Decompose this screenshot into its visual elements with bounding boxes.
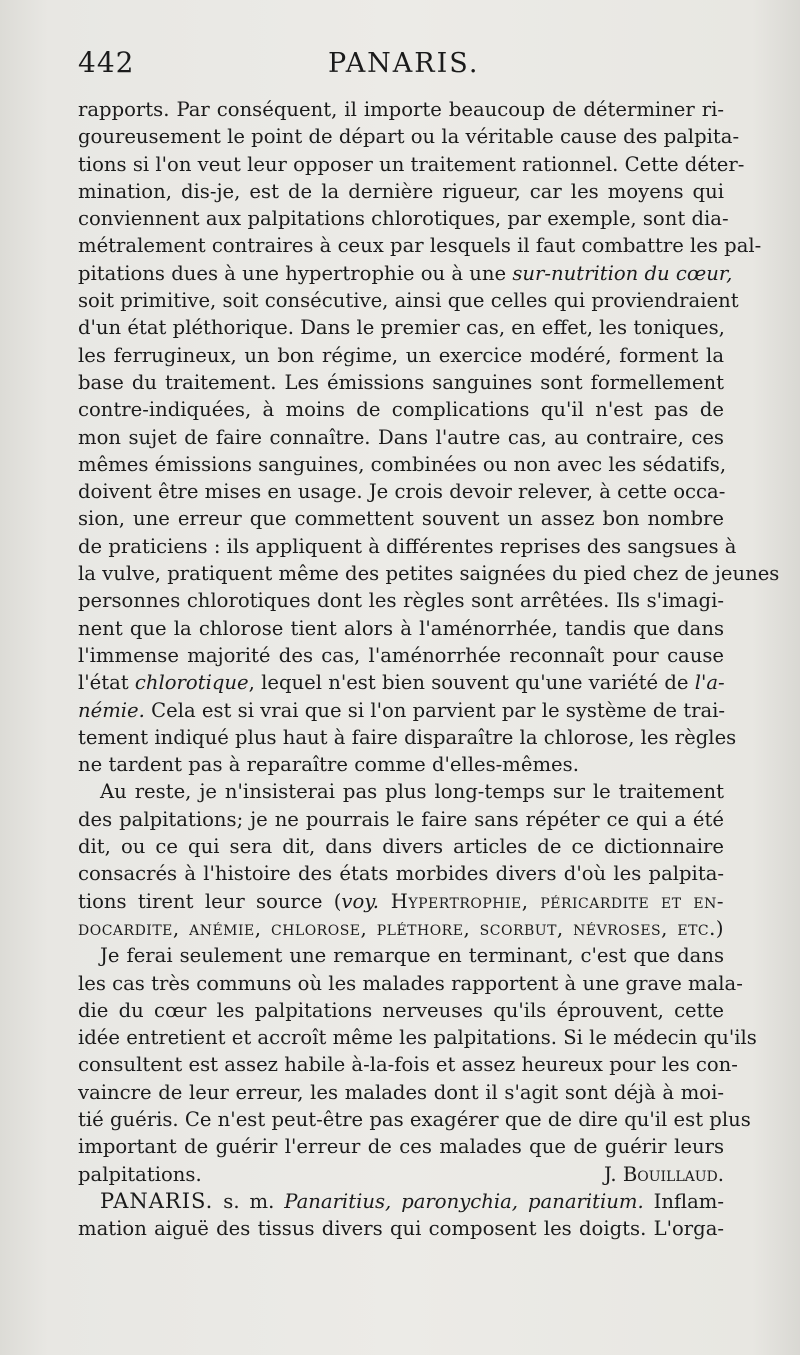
- text-line: [78, 888, 724, 915]
- text-run: , lequel n'est bien souvent qu'une variété de: [248, 671, 695, 695]
- page-header: [78, 46, 720, 82]
- text-line: tié guéris. Ce n'est peut-être pas exagérer que de dire qu'il est plus: [78, 1107, 751, 1131]
- text-line: Au reste, je n'insisterai pas plus long-temps sur le traitement: [100, 780, 724, 804]
- italic-phrase: l'a-: [694, 671, 725, 695]
- text-line: l'immense majorité des cas, l'aménorrhée reconnaît pour cause: [78, 643, 724, 667]
- italic-phrase: Panaritius, paronychia, panaritium.: [284, 1189, 644, 1213]
- text-line: Je ferai seulement une remarque en terminant, c'est que dans: [100, 944, 724, 968]
- text-line: goureusement le point de départ ou la véritable cause des palpita-: [78, 125, 740, 149]
- text-line: rapports. Par conséquent, il importe beaucoup de déterminer ri-: [78, 98, 724, 121]
- text-line: [78, 669, 724, 696]
- italic-phrase: némie.: [78, 698, 145, 722]
- text-line: base du traitement. Les émissions sanguines sont formellement: [78, 370, 724, 394]
- text-line: doivent être mises en usage. Je crois devoir relever, à cette occa-: [78, 480, 726, 504]
- text-line: [78, 260, 733, 287]
- text-line: mination, dis-je, est de la dernière rigueur, car les moyens qui: [78, 179, 724, 203]
- running-head: PANARIS.: [328, 48, 480, 79]
- text-line: la vulve, pratiquent même des petites saignées du pied chez de jeunes: [78, 562, 780, 586]
- italic-phrase: voy.: [341, 889, 379, 913]
- text-run: tions tirent leur source (: [78, 889, 342, 913]
- text-line: consacrés à l'histoire des états morbides divers d'où les palpita-: [78, 862, 724, 886]
- small-caps-run: Hypertrophie, péricardite et en-: [378, 889, 724, 913]
- text-line: des palpitations; je ne pourrais le faire sans répéter ce qui a été: [78, 807, 724, 831]
- signature-line: [78, 1161, 724, 1188]
- text-line: vaincre de leur erreur, les malades dont il s'agit sont déjà à moi-: [78, 1080, 724, 1104]
- text-line: mation aiguë des tissus divers qui composent les doigts. L'orga-: [78, 1217, 724, 1241]
- text-line: contre-indiquées, à moins de complications qu'il n'est pas de: [78, 398, 724, 422]
- text-line: personnes chlorotiques dont les règles sont arrêtées. Ils s'imagi-: [78, 589, 724, 613]
- text-line: tement indiqué plus haut à faire disparaître la chlorose, les règles: [78, 725, 737, 749]
- text-line: nent que la chlorose tient alors à l'aménorrhée, tandis que dans: [78, 616, 724, 640]
- author-signature: J. Bouillaud.: [604, 1162, 724, 1186]
- text-run: s. m.: [213, 1189, 285, 1213]
- text-line: [78, 697, 724, 724]
- text-line: docardite, anémie, chlorose, pléthore, scorbut, névroses, etc.): [78, 916, 724, 940]
- text-line: soit primitive, soit consécutive, ainsi que celles qui proviendraient: [78, 289, 739, 313]
- text-line: métralement contraires à ceux par lesquels il faut combattre les pal-: [78, 234, 762, 258]
- text-line: consultent est assez habile à-la-fois et assez heureux pour les con-: [78, 1053, 738, 1077]
- text-line: die du cœur les palpitations nerveuses qu'ils éprouvent, cette: [78, 998, 724, 1022]
- text-line: mêmes émissions sanguines, combinées ou non avec les sédatifs,: [78, 452, 727, 476]
- text-line: les cas très communs où les malades rapportent à une grave mala-: [78, 971, 743, 995]
- body-text: [78, 96, 780, 1242]
- text-line: important de guérir l'erreur de ces malades que de guérir leurs: [78, 1135, 724, 1159]
- text-line: conviennent aux palpitations chlorotiques, par exemple, sont dia-: [78, 207, 729, 231]
- text-line: d'un état pléthorique. Dans le premier cas, en effet, les toniques,: [78, 316, 725, 340]
- text-run: l'état: [78, 671, 135, 695]
- text-run: palpitations.: [78, 1162, 202, 1186]
- text-line: sion, une erreur que commettent souvent un assez bon nombre: [78, 507, 724, 531]
- italic-phrase: chlorotique: [134, 671, 249, 695]
- text-run: Inflam-: [643, 1189, 724, 1213]
- text-line: dit, ou ce qui sera dit, dans divers articles de ce dictionnaire: [78, 835, 724, 859]
- text-run: Cela est si vrai que si l'on parvient par le système de trai-: [144, 698, 726, 722]
- text-line: les ferrugineux, un bon régime, un exercice modéré, forment la: [78, 343, 724, 367]
- page-number: 442: [78, 46, 135, 79]
- text-line: ne tardent pas à reparaître comme d'elles-mêmes.: [78, 753, 579, 777]
- entry-line: [78, 1188, 724, 1215]
- italic-phrase: sur-nutrition du cœur,: [512, 261, 733, 285]
- text-run: pitations dues à une hypertrophie ou à une: [78, 261, 513, 285]
- entry-headword: PANARIS.: [100, 1188, 214, 1213]
- text-line: idée entretient et accroît même les palpitations. Si le médecin qu'ils: [78, 1026, 757, 1050]
- text-line: de praticiens : ils appliquent à différentes reprises des sangsues à: [78, 534, 737, 558]
- text-line: mon sujet de faire connaître. Dans l'autre cas, au contraire, ces: [78, 425, 724, 449]
- text-line: tions si l'on veut leur opposer un traitement rationnel. Cette déter-: [78, 152, 745, 176]
